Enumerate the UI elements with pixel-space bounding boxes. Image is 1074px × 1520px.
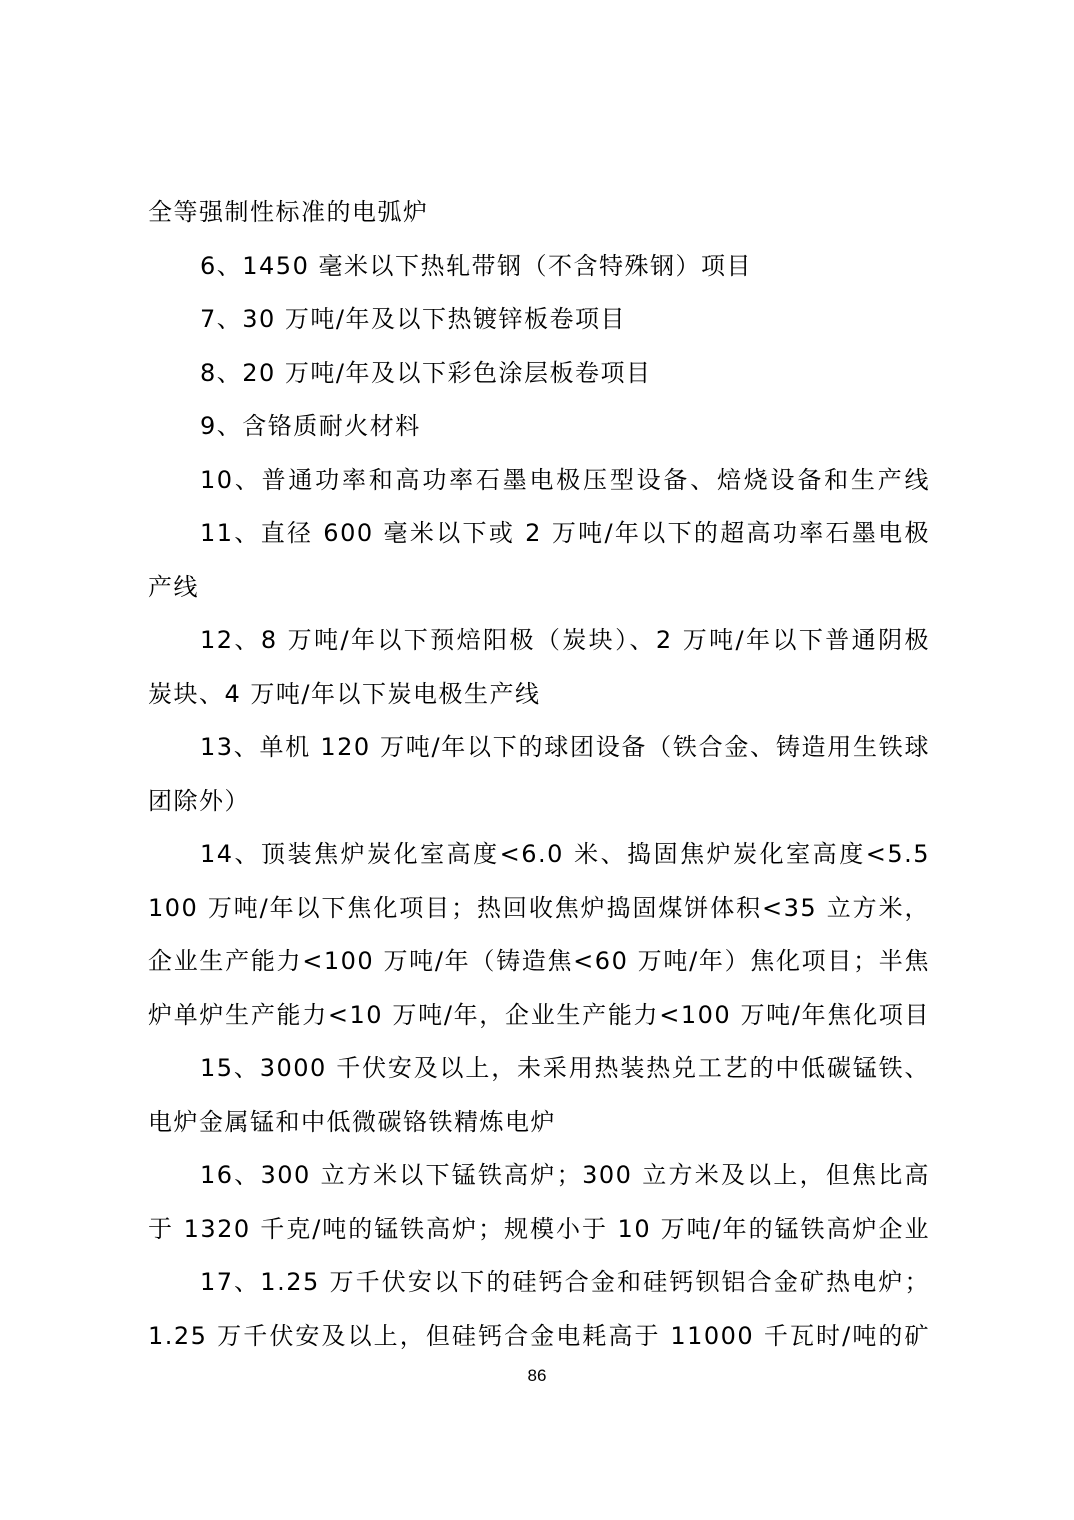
text-line: 9、含铬质耐火材料	[200, 412, 421, 440]
text-line: 17、1.25 万千伏安以下的硅钙合金和硅钙钡铝合金矿热电炉；	[200, 1268, 930, 1296]
text-line: 12、8 万吨/年以下预焙阳极（炭块）、2 万吨/年以下普通阴极	[200, 626, 930, 654]
text-line: 炭块、4 万吨/年以下炭电极生产线	[148, 679, 541, 708]
text-line: 产线	[148, 572, 199, 601]
text-line: 团除外）	[148, 786, 250, 815]
body-text	[148, 186, 930, 1363]
text-line: 100 万吨/年以下焦化项目；热回收焦炉捣固煤饼体积<35 立方米，	[148, 893, 930, 922]
text-line: 14、顶装焦炉炭化室高度<6.0 米、捣固焦炉炭化室高度<5.5	[200, 840, 930, 868]
text-line: 10、普通功率和高功率石墨电极压型设备、焙烧设备和生产线	[200, 465, 930, 494]
text-line: 11、直径 600 毫米以下或 2 万吨/年以下的超高功率石墨电极	[200, 519, 930, 547]
text-line: 15、3000 千伏安及以上，未采用热装热兑工艺的中低碳锰铁、	[200, 1054, 930, 1082]
text-line: 8、20 万吨/年及以下彩色涂层板卷项目	[200, 358, 652, 387]
text-line: 于 1320 千克/吨的锰铁高炉；规模小于 10 万吨/年的锰铁高炉企业	[148, 1214, 930, 1243]
page-number: 86	[527, 1366, 547, 1385]
text-line: 全等强制性标准的电弧炉	[148, 198, 429, 226]
text-line: 13、单机 120 万吨/年以下的球团设备（铁合金、铸造用生铁球	[200, 733, 930, 761]
text-line: 炉单炉生产能力<10 万吨/年，企业生产能力<100 万吨/年焦化项目	[148, 1000, 930, 1029]
text-line: 企业生产能力<100 万吨/年（铸造焦<60 万吨/年）焦化项目；半焦	[148, 947, 930, 975]
text-line: 电炉金属锰和中低微碳铬铁精炼电炉	[148, 1107, 556, 1136]
text-line: 1.25 万千伏安及以上，但硅钙合金电耗高于 11000 千瓦时/吨的矿	[148, 1321, 930, 1350]
text-line: 7、30 万吨/年及以下热镀锌板卷项目	[200, 305, 627, 333]
text-line: 16、300 立方米以下锰铁高炉；300 立方米及以上，但焦比高	[200, 1161, 930, 1189]
text-line: 6、1450 毫米以下热轧带钢（不含特殊钢）项目	[200, 251, 752, 280]
